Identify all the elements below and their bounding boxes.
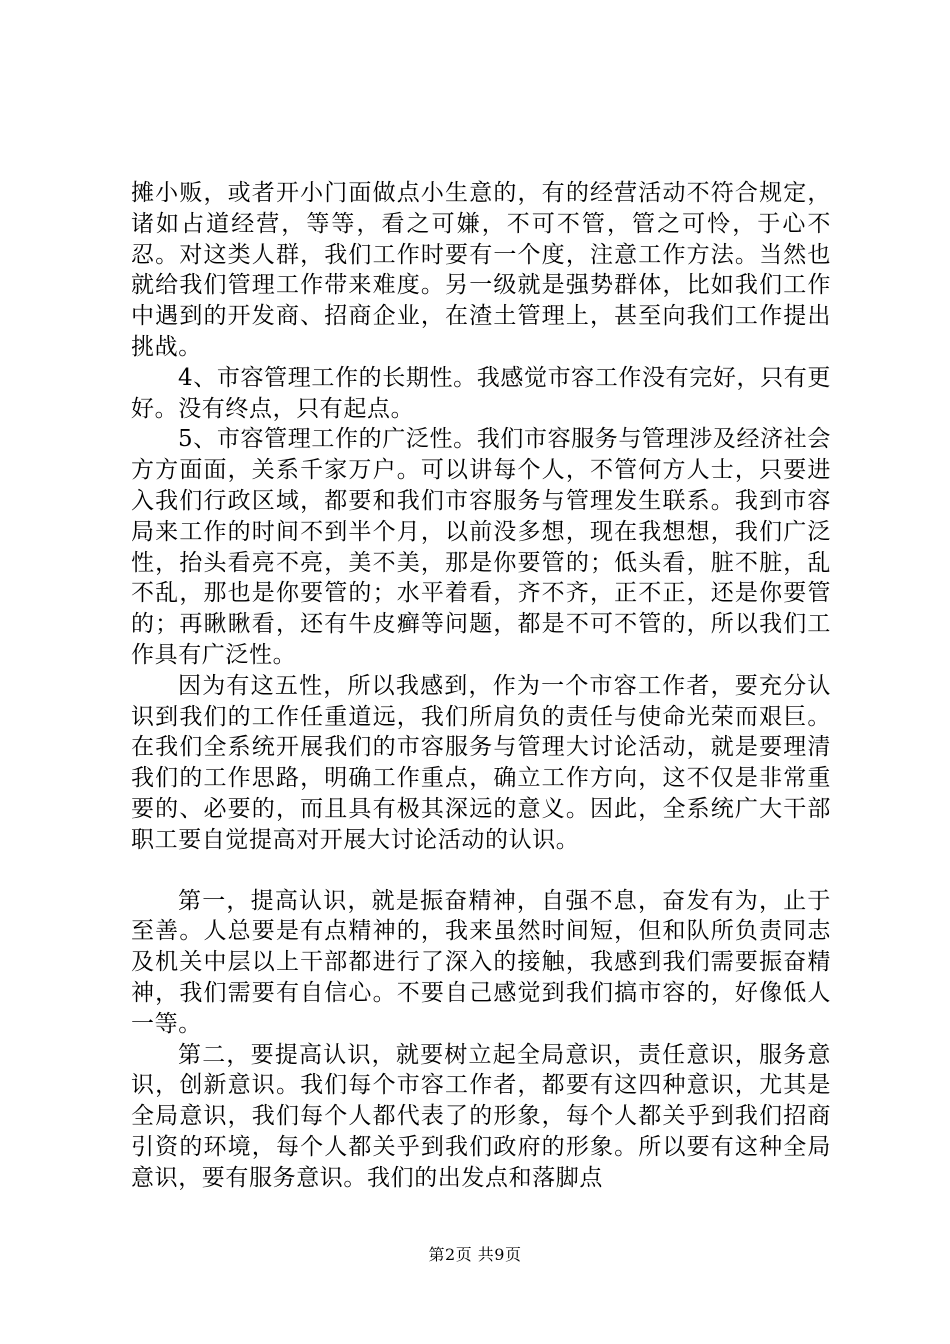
paragraph-4: 因为有这五性，所以我感到，作为一个市容工作者，要充分认识到我们的工作任重道远，我们所肩负的责任与使命光荣而艰巨。在我们全系统开展我们的市容服务与管理大讨论活动，就是要理清我们的工作思路，明确工作重点，确立工作方向，这不仅是非常重要的、必要的，而且具有极其深远的意义。因此，全系统广大干部职工要自觉提高对开展大讨论活动的认识。 — [131, 672, 831, 853]
paragraph-2: 4、市容管理工作的长期性。我感觉市容工作没有完好，只有更好。没有终点，只有起点。 — [131, 364, 831, 422]
paragraph-3: 5、市容管理工作的广泛性。我们市容服务与管理涉及经济社会方方面面，关系千家万户。可以讲每个人，不管何方人士，只要进入我们行政区域，都要和我们市容服务与管理发生联系。我到市容局来工作的时间不到半个月，以前没多想，现在我想想，我们广泛性，抬头看亮不亮，美不美，那是你要管的；低头看，脏不脏，乱不乱，那也是你要管的；水平着看，齐不齐，正不正，还是你要管的；再瞅瞅看，还有牛皮癣等问题，都是不可不管的，所以我们工作具有广泛性。 — [131, 426, 831, 668]
paragraph-1: 摊小贩，或者开小门面做点小生意的，有的经营活动不符合规定，诸如占道经营，等等，看之可嫌，不可不管，管之可怜，于心不忍。对这类人群，我们工作时要有一个度，注意工作方法。当然也就给我们管理工作带来难度。另一级就是强势群体，比如我们工作中遇到的开发商、招商企业，在渣土管理上，甚至向我们工作提出挑战。 — [131, 180, 831, 360]
document-body — [131, 178, 831, 1194]
paragraph-5: 第一，提高认识，就是振奋精神，自强不息，奋发有为，止于至善。人总要是有点精神的，我来虽然时间短，但和队所负责同志及机关中层以上干部都进行了深入的接触，我感到我们需要振奋精神，我们需要有自信心。不要自己感觉到我们搞市容的，好像低人一等。 — [131, 887, 831, 1037]
paragraph-6: 第二，要提高认识，就要树立起全局意识，责任意识，服务意识，创新意识。我们每个市容工作者，都要有这四种意识，尤其是全局意识，我们每个人都代表了的形象，每个人都关乎到我们招商引资的环境，每个人都关乎到我们政府的形象。所以要有这种全局意识，要有服务意识。我们的出发点和落脚点 — [131, 1041, 831, 1191]
page-footer: 第2页 共9页 — [428, 1245, 522, 1264]
